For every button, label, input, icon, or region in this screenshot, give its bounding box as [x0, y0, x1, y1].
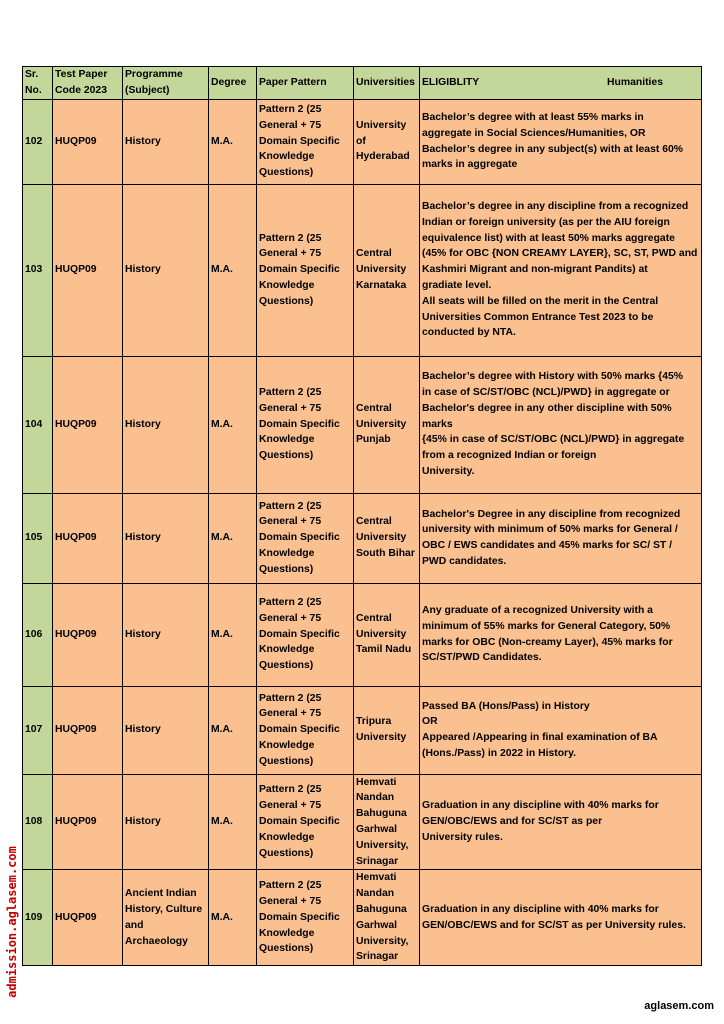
header-eligibility — [420, 67, 702, 100]
cell-university: Central University Punjab — [354, 356, 420, 493]
header-degree: Degree — [209, 67, 257, 100]
cell-eligibility: Any graduate of a recognized University with a minimum of 55% marks for General Category, 50% marks for OBC (Non-creamy Layer), 45% marks for SC/ST/PWD Candidates. — [420, 583, 702, 686]
cell-programme: History — [123, 493, 209, 583]
cell-degree: M.A. — [209, 774, 257, 870]
cell-degree: M.A. — [209, 870, 257, 966]
cell-sr-no: 108 — [23, 774, 53, 870]
cell-eligibility: Graduation in any discipline with 40% marks for GEN/OBC/EWS and for SC/ST as per University rules. — [420, 870, 702, 966]
cell-paper-pattern: Pattern 2 (25 General + 75 Domain Specific Knowledge Questions) — [257, 686, 354, 774]
header-eligibility-label: ELIGIBLITY — [422, 76, 480, 88]
cell-eligibility: Bachelor’s degree with History with 50% marks {45% in case of SC/ST/OBC (NCL)/PWD} in aggregate or Bachelor's degree in any other discipline with 50% marks {45% in case of SC/ST/OBC (NCL)/PWD} in aggregate from a recognized Indian or foreign University. — [420, 356, 702, 493]
header-test-paper-code: Test Paper Code 2023 — [53, 67, 123, 100]
cell-test-paper-code: HUQP09 — [53, 774, 123, 870]
cell-test-paper-code: HUQP09 — [53, 583, 123, 686]
cell-test-paper-code: HUQP09 — [53, 493, 123, 583]
table-row — [23, 774, 702, 870]
cell-programme: History — [123, 356, 209, 493]
header-paper-pattern: Paper Pattern — [257, 67, 354, 100]
table-row — [23, 870, 702, 966]
cell-degree: M.A. — [209, 493, 257, 583]
cell-degree: M.A. — [209, 99, 257, 184]
cell-university: Hemvati Nandan Bahuguna Garhwal University, Srinagar — [354, 870, 420, 966]
cell-sr-no: 107 — [23, 686, 53, 774]
cell-test-paper-code: HUQP09 — [53, 870, 123, 966]
cell-sr-no: 105 — [23, 493, 53, 583]
cell-programme: History — [123, 583, 209, 686]
cell-programme: History — [123, 686, 209, 774]
table-header-row — [23, 67, 702, 100]
header-humanities-label: Humanities — [606, 76, 663, 88]
eligibility-table — [22, 66, 702, 966]
cell-paper-pattern: Pattern 2 (25 General + 75 Domain Specific Knowledge Questions) — [257, 774, 354, 870]
cell-eligibility: Bachelor’s degree with at least 55% marks in aggregate in Social Sciences/Humanities, OR Bachelor’s degree in any subject(s) with at least 60% marks in aggregate — [420, 99, 702, 184]
cell-eligibility: Bachelor's Degree in any discipline from recognized university with minimum of 50% marks for General / OBC / EWS candidates and 45% marks for SC/ ST / PWD candidates. — [420, 493, 702, 583]
cell-eligibility: Graduation in any discipline with 40% marks for GEN/OBC/EWS and for SC/ST as per University rules. — [420, 774, 702, 870]
cell-eligibility: Passed BA (Hons/Pass) in History OR Appeared /Appearing in final examination of BA (Hons./Pass) in 2022 in History. — [420, 686, 702, 774]
cell-programme: History — [123, 99, 209, 184]
cell-university: University of Hyderabad — [354, 99, 420, 184]
cell-university: Tripura University — [354, 686, 420, 774]
cell-degree: M.A. — [209, 686, 257, 774]
header-programme: Programme (Subject) — [123, 67, 209, 100]
cell-paper-pattern: Pattern 2 (25 General + 75 Domain Specific Knowledge Questions) — [257, 583, 354, 686]
cell-test-paper-code: HUQP09 — [53, 99, 123, 184]
cell-university: Central University Tamil Nadu — [354, 583, 420, 686]
cell-degree: M.A. — [209, 583, 257, 686]
cell-paper-pattern: Pattern 2 (25 General + 75 Domain Specific Knowledge Questions) — [257, 356, 354, 493]
cell-university: Central University Karnataka — [354, 184, 420, 356]
cell-sr-no: 104 — [23, 356, 53, 493]
cell-paper-pattern: Pattern 2 (25 General + 75 Domain Specific Knowledge Questions) — [257, 99, 354, 184]
cell-degree: M.A. — [209, 356, 257, 493]
cell-degree: M.A. — [209, 184, 257, 356]
watermark-text: admission.aglasem.com — [5, 846, 19, 998]
table-row — [23, 686, 702, 774]
cell-test-paper-code: HUQP09 — [53, 686, 123, 774]
cell-university: Central University South Bihar — [354, 493, 420, 583]
cell-test-paper-code: HUQP09 — [53, 356, 123, 493]
table-row — [23, 99, 702, 184]
table-row — [23, 184, 702, 356]
cell-sr-no: 106 — [23, 583, 53, 686]
header-universities: Universities — [354, 67, 420, 100]
header-sr-no: Sr. No. — [23, 67, 53, 100]
table-row — [23, 493, 702, 583]
cell-paper-pattern: Pattern 2 (25 General + 75 Domain Specific Knowledge Questions) — [257, 184, 354, 356]
cell-paper-pattern: Pattern 2 (25 General + 75 Domain Specific Knowledge Questions) — [257, 493, 354, 583]
cell-paper-pattern: Pattern 2 (25 General + 75 Domain Specific Knowledge Questions) — [257, 870, 354, 966]
cell-sr-no: 103 — [23, 184, 53, 356]
cell-programme: Ancient Indian History, Culture and Archaeology — [123, 870, 209, 966]
cell-sr-no: 109 — [23, 870, 53, 966]
footer-brand: aglasem.com — [644, 1000, 714, 1012]
cell-university: Hemvati Nandan Bahuguna Garhwal University, Srinagar — [354, 774, 420, 870]
cell-test-paper-code: HUQP09 — [53, 184, 123, 356]
cell-programme: History — [123, 774, 209, 870]
table-row — [23, 356, 702, 493]
cell-eligibility: Bachelor’s degree in any discipline from a recognized Indian or foreign university (as per the AIU foreign equivalence list) with at least 50% marks aggregate (45% for OBC {NON CREAMY LAYER}, SC, ST, PWD and Kashmiri Migrant and non-migrant Pandits) at gradiate level. All seats will be filled on the merit in the Central Universities Common Entrance Test 2023 to be conducted by NTA. — [420, 184, 702, 356]
watermark — [2, 830, 19, 1018]
table-row — [23, 583, 702, 686]
cell-programme: History — [123, 184, 209, 356]
cell-sr-no: 102 — [23, 99, 53, 184]
